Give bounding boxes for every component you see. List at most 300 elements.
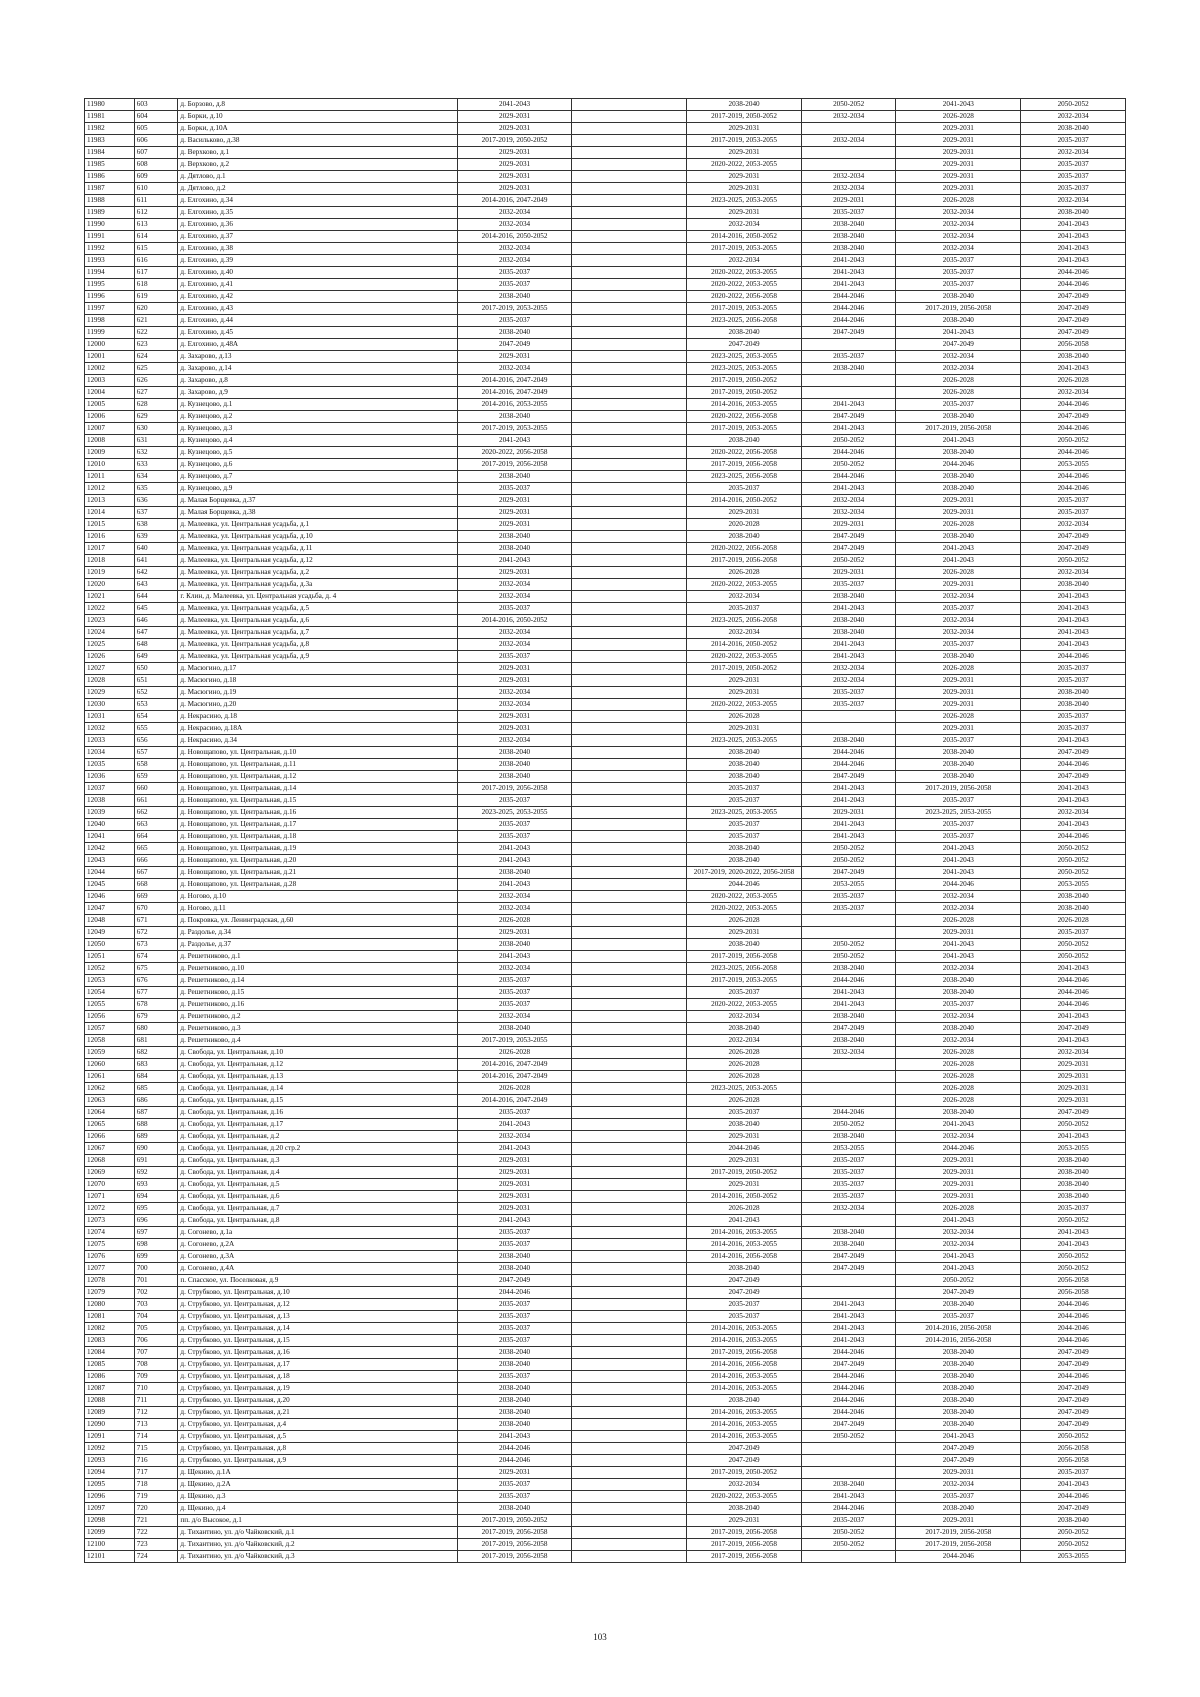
row-number-cell: 12066 [85, 1131, 135, 1143]
period-cell: 2032-2034 [896, 351, 1021, 363]
blank-cell [572, 963, 687, 975]
period-cell: 2041-2043 [801, 1323, 895, 1335]
period-cell: 2047-2049 [801, 1023, 895, 1035]
period-cell: 2047-2049 [1021, 1383, 1126, 1395]
period-cell: 2017-2019, 2050-2052 [687, 1167, 802, 1179]
row-number-cell: 12082 [85, 1323, 135, 1335]
period-cell: 2050-2052 [1021, 939, 1126, 951]
period-cell [801, 147, 895, 159]
period-cell: 2029-2031 [457, 111, 572, 123]
table-row [85, 1191, 1126, 1203]
period-cell: 2035-2037 [457, 1107, 572, 1119]
row-number-cell: 12058 [85, 1035, 135, 1047]
period-cell: 2035-2037 [1021, 711, 1126, 723]
period-cell: 2050-2052 [801, 1527, 895, 1539]
row-number-cell: 12019 [85, 567, 135, 579]
period-cell: 2032-2034 [457, 735, 572, 747]
table-row [85, 1467, 1126, 1479]
table-row [85, 339, 1126, 351]
item-number-cell: 693 [134, 1179, 178, 1191]
address-cell: д. Струбково, ул. Центральная, д.13 [178, 1311, 457, 1323]
address-cell: д. Малая Борщевка, д.37 [178, 495, 457, 507]
table-row [85, 411, 1126, 423]
period-cell: 2032-2034 [1021, 147, 1126, 159]
period-cell: 2029-2031 [687, 1179, 802, 1191]
address-cell: д. Новощапово, ул. Центральная, д.11 [178, 759, 457, 771]
table-row [85, 711, 1126, 723]
period-cell: 2017-2019, 2056-2058 [457, 1539, 572, 1551]
table-row [85, 303, 1126, 315]
table-row [85, 1347, 1126, 1359]
item-number-cell: 651 [134, 675, 178, 687]
table-row [85, 1023, 1126, 1035]
period-cell: 2038-2040 [457, 471, 572, 483]
blank-cell [572, 1359, 687, 1371]
period-cell: 2032-2034 [457, 639, 572, 651]
blank-cell [572, 1455, 687, 1467]
period-cell: 2041-2043 [896, 843, 1021, 855]
row-number-cell: 12071 [85, 1191, 135, 1203]
period-cell: 2014-2016, 2047-2049 [457, 375, 572, 387]
period-cell: 2029-2031 [687, 1155, 802, 1167]
period-cell: 2026-2028 [896, 1071, 1021, 1083]
period-cell: 2032-2034 [896, 219, 1021, 231]
period-cell: 2038-2040 [896, 471, 1021, 483]
period-cell: 2035-2037 [1021, 927, 1126, 939]
table-row [85, 327, 1126, 339]
period-cell: 2032-2034 [1021, 111, 1126, 123]
table-row [85, 1407, 1126, 1419]
period-cell: 2038-2040 [1021, 1179, 1126, 1191]
period-cell: 2047-2049 [457, 339, 572, 351]
blank-cell [572, 267, 687, 279]
period-cell: 2047-2049 [801, 1251, 895, 1263]
period-cell: 2047-2049 [801, 1263, 895, 1275]
table-row [85, 843, 1126, 855]
period-cell: 2014-2016, 2053-2055 [687, 399, 802, 411]
row-number-cell: 12098 [85, 1515, 135, 1527]
item-number-cell: 648 [134, 639, 178, 651]
period-cell: 2044-2046 [687, 879, 802, 891]
item-number-cell: 671 [134, 915, 178, 927]
period-cell: 2044-2046 [1021, 1371, 1126, 1383]
period-cell: 2032-2034 [896, 231, 1021, 243]
table-row [85, 567, 1126, 579]
period-cell: 2029-2031 [801, 195, 895, 207]
period-cell: 2053-2055 [801, 1143, 895, 1155]
period-cell: 2038-2040 [687, 843, 802, 855]
period-cell: 2023-2025, 2056-2058 [687, 471, 802, 483]
period-cell: 2032-2034 [457, 963, 572, 975]
table-row [85, 375, 1126, 387]
period-cell: 2032-2034 [457, 1011, 572, 1023]
period-cell: 2041-2043 [896, 951, 1021, 963]
period-cell: 2041-2043 [1021, 819, 1126, 831]
blank-cell [572, 1515, 687, 1527]
period-cell: 2035-2037 [896, 267, 1021, 279]
period-cell: 2029-2031 [687, 123, 802, 135]
period-cell: 2038-2040 [457, 1263, 572, 1275]
blank-cell [572, 579, 687, 591]
address-cell: д. Свобода, ул. Центральная, д.4 [178, 1167, 457, 1179]
item-number-cell: 618 [134, 279, 178, 291]
address-cell: д. Струбково, ул. Центральная, д.8 [178, 1443, 457, 1455]
row-number-cell: 12072 [85, 1203, 135, 1215]
blank-cell [572, 1035, 687, 1047]
blank-cell [572, 1155, 687, 1167]
period-cell: 2038-2040 [896, 747, 1021, 759]
period-cell: 2041-2043 [1021, 1239, 1126, 1251]
period-cell: 2053-2055 [801, 879, 895, 891]
row-number-cell: 11998 [85, 315, 135, 327]
period-cell: 2032-2034 [896, 1479, 1021, 1491]
address-cell: д. Елгохино, д.42 [178, 291, 457, 303]
table-row [85, 363, 1126, 375]
period-cell: 2029-2031 [896, 1179, 1021, 1191]
address-cell: д. Раздолье, д.37 [178, 939, 457, 951]
address-cell: д. Елгохино, д.36 [178, 219, 457, 231]
period-cell: 2029-2031 [896, 147, 1021, 159]
period-cell: 2041-2043 [457, 1431, 572, 1443]
row-number-cell: 12030 [85, 699, 135, 711]
period-cell: 2041-2043 [896, 1431, 1021, 1443]
blank-cell [572, 795, 687, 807]
row-number-cell: 12064 [85, 1107, 135, 1119]
period-cell: 2041-2043 [1021, 627, 1126, 639]
period-cell: 2050-2052 [1021, 855, 1126, 867]
period-cell: 2032-2034 [801, 675, 895, 687]
period-cell: 2041-2043 [801, 819, 895, 831]
row-number-cell: 11983 [85, 135, 135, 147]
table-row [85, 1167, 1126, 1179]
item-number-cell: 605 [134, 123, 178, 135]
period-cell: 2017-2019, 2020-2022, 2056-2058 [687, 867, 802, 879]
period-cell: 2041-2043 [896, 1119, 1021, 1131]
period-cell: 2017-2019, 2056-2058 [687, 1551, 802, 1563]
address-cell: д. Щекино, д.1А [178, 1467, 457, 1479]
period-cell: 2038-2040 [896, 1299, 1021, 1311]
row-number-cell: 12000 [85, 339, 135, 351]
address-cell: д. Елгохино, д.39 [178, 255, 457, 267]
row-number-cell: 12014 [85, 507, 135, 519]
item-number-cell: 718 [134, 1479, 178, 1491]
period-cell: 2035-2037 [457, 1227, 572, 1239]
row-number-cell: 12083 [85, 1335, 135, 1347]
period-cell: 2041-2043 [801, 1335, 895, 1347]
blank-cell [572, 423, 687, 435]
address-cell: д. Елгохино, д.34 [178, 195, 457, 207]
address-cell: д. Свобода, ул. Центральная, д.10 [178, 1047, 457, 1059]
period-cell: 2032-2034 [1021, 567, 1126, 579]
row-number-cell: 12084 [85, 1347, 135, 1359]
table-row [85, 903, 1126, 915]
item-number-cell: 682 [134, 1047, 178, 1059]
period-cell: 2020-2028 [687, 519, 802, 531]
table-row [85, 1335, 1126, 1347]
row-number-cell: 11992 [85, 243, 135, 255]
period-cell: 2041-2043 [457, 951, 572, 963]
period-cell: 2050-2052 [801, 1539, 895, 1551]
table-row [85, 1251, 1126, 1263]
blank-cell [572, 183, 687, 195]
item-number-cell: 692 [134, 1167, 178, 1179]
period-cell: 2035-2037 [457, 279, 572, 291]
row-number-cell: 11988 [85, 195, 135, 207]
period-cell: 2032-2034 [457, 363, 572, 375]
table-row [85, 243, 1126, 255]
blank-cell [572, 615, 687, 627]
period-cell: 2032-2034 [896, 363, 1021, 375]
item-number-cell: 710 [134, 1383, 178, 1395]
period-cell: 2029-2031 [687, 723, 802, 735]
address-cell: д. Решетниково, д.3 [178, 1023, 457, 1035]
item-number-cell: 702 [134, 1287, 178, 1299]
blank-cell [572, 855, 687, 867]
period-cell: 2017-2019, 2056-2058 [896, 1527, 1021, 1539]
item-number-cell: 664 [134, 831, 178, 843]
table-row [85, 207, 1126, 219]
period-cell: 2014-2016, 2056-2058 [687, 1359, 802, 1371]
period-cell: 2041-2043 [896, 1263, 1021, 1275]
period-cell: 2050-2052 [1021, 1215, 1126, 1227]
period-cell: 2050-2052 [1021, 951, 1126, 963]
address-cell: д. Васильково, д.38 [178, 135, 457, 147]
row-number-cell: 12003 [85, 375, 135, 387]
table-row [85, 879, 1126, 891]
address-cell: д. Малеевка, ул. Центральная усадьба, д.1 [178, 519, 457, 531]
item-number-cell: 610 [134, 183, 178, 195]
period-cell: 2041-2043 [1021, 1011, 1126, 1023]
row-number-cell: 12096 [85, 1491, 135, 1503]
table-row [85, 891, 1126, 903]
period-cell: 2038-2040 [1021, 903, 1126, 915]
blank-cell [572, 471, 687, 483]
address-cell: д. Свобода, ул. Центральная, д.5 [178, 1179, 457, 1191]
period-cell: 2050-2052 [1021, 1527, 1126, 1539]
period-cell: 2047-2049 [896, 1443, 1021, 1455]
period-cell: 2047-2049 [1021, 1023, 1126, 1035]
item-number-cell: 631 [134, 435, 178, 447]
blank-cell [572, 1347, 687, 1359]
row-number-cell: 12007 [85, 423, 135, 435]
page-number: 103 [593, 1632, 607, 1642]
row-number-cell: 12091 [85, 1431, 135, 1443]
period-cell: 2026-2028 [896, 375, 1021, 387]
blank-cell [572, 687, 687, 699]
blank-cell [572, 819, 687, 831]
address-cell: д. Решетниково, д.4 [178, 1035, 457, 1047]
period-cell [801, 1071, 895, 1083]
table-row [85, 855, 1126, 867]
period-cell: 2041-2043 [801, 483, 895, 495]
period-cell: 2044-2046 [1021, 999, 1126, 1011]
period-cell: 2038-2040 [896, 483, 1021, 495]
period-cell: 2050-2052 [1021, 435, 1126, 447]
period-cell: 2017-2019, 2056-2058 [457, 459, 572, 471]
table-row [85, 939, 1126, 951]
period-cell: 2014-2016, 2050-2052 [457, 615, 572, 627]
period-cell: 2047-2049 [801, 411, 895, 423]
period-cell: 2023-2025, 2056-2058 [687, 963, 802, 975]
period-cell: 2029-2031 [457, 147, 572, 159]
period-cell: 2038-2040 [896, 1419, 1021, 1431]
address-cell: д. Кузнецово, д.6 [178, 459, 457, 471]
period-cell: 2053-2055 [1021, 879, 1126, 891]
blank-cell [572, 303, 687, 315]
blank-cell [572, 531, 687, 543]
item-number-cell: 656 [134, 735, 178, 747]
blank-cell [572, 1131, 687, 1143]
period-cell: 2014-2016, 2053-2055 [687, 1239, 802, 1251]
row-number-cell: 11986 [85, 171, 135, 183]
address-cell: д. Тихантино, ул. д/о Чайковский, д.3 [178, 1551, 457, 1563]
blank-cell [572, 927, 687, 939]
period-cell: 2047-2049 [801, 531, 895, 543]
period-cell: 2035-2037 [896, 795, 1021, 807]
period-cell: 2014-2016, 2053-2055 [687, 1227, 802, 1239]
address-cell: д. Новощапово, ул. Центральная, д.16 [178, 807, 457, 819]
period-cell: 2035-2037 [1021, 723, 1126, 735]
period-cell: 2044-2046 [1021, 831, 1126, 843]
period-cell: 2047-2049 [1021, 531, 1126, 543]
address-cell: д. Струбково, ул. Центральная, д.18 [178, 1371, 457, 1383]
period-cell: 2017-2019, 2056-2058 [457, 1551, 572, 1563]
period-cell: 2014-2016, 2047-2049 [457, 1071, 572, 1083]
row-number-cell: 12061 [85, 1071, 135, 1083]
period-cell: 2035-2037 [687, 483, 802, 495]
period-cell: 2023-2025, 2053-2055 [687, 1083, 802, 1095]
period-cell: 2050-2052 [801, 1119, 895, 1131]
table-row [85, 579, 1126, 591]
period-cell: 2041-2043 [801, 987, 895, 999]
address-cell: д. Малая Борщевка, д.38 [178, 507, 457, 519]
row-number-cell: 12044 [85, 867, 135, 879]
blank-cell [572, 1395, 687, 1407]
table-row [85, 399, 1126, 411]
period-cell: 2035-2037 [687, 1299, 802, 1311]
period-cell: 2020-2022, 2056-2058 [687, 447, 802, 459]
period-cell: 2017-2019, 2050-2052 [687, 375, 802, 387]
table-row [85, 99, 1126, 111]
blank-cell [572, 1407, 687, 1419]
period-cell: 2041-2043 [687, 1215, 802, 1227]
period-cell: 2038-2040 [896, 1383, 1021, 1395]
table-row [85, 1263, 1126, 1275]
period-cell: 2041-2043 [457, 879, 572, 891]
item-number-cell: 689 [134, 1131, 178, 1143]
row-number-cell: 12080 [85, 1299, 135, 1311]
item-number-cell: 683 [134, 1059, 178, 1071]
period-cell: 2032-2034 [801, 1047, 895, 1059]
row-number-cell: 12095 [85, 1479, 135, 1491]
period-cell: 2029-2031 [896, 123, 1021, 135]
period-cell: 2044-2046 [801, 1371, 895, 1383]
row-number-cell: 11990 [85, 219, 135, 231]
address-cell: д. Верхково, д.2 [178, 159, 457, 171]
period-cell: 2041-2043 [801, 1311, 895, 1323]
period-cell: 2050-2052 [1021, 1431, 1126, 1443]
period-cell: 2020-2022, 2053-2055 [687, 1491, 802, 1503]
period-cell: 2044-2046 [896, 1551, 1021, 1563]
row-number-cell: 11996 [85, 291, 135, 303]
period-cell: 2044-2046 [801, 975, 895, 987]
period-cell: 2035-2037 [1021, 675, 1126, 687]
period-cell: 2023-2025, 2053-2055 [896, 807, 1021, 819]
address-cell: г. Клин, д. Малеевка, ул. Центральная усадьба, д. 4 [178, 591, 457, 603]
period-cell: 2029-2031 [457, 711, 572, 723]
period-cell: 2029-2031 [1021, 1095, 1126, 1107]
period-cell: 2035-2037 [687, 783, 802, 795]
address-cell: д. Захарово, д.13 [178, 351, 457, 363]
period-cell: 2029-2031 [457, 1167, 572, 1179]
period-cell: 2041-2043 [1021, 615, 1126, 627]
row-number-cell: 12026 [85, 651, 135, 663]
period-cell: 2044-2046 [801, 291, 895, 303]
row-number-cell: 12089 [85, 1407, 135, 1419]
period-cell: 2041-2043 [896, 99, 1021, 111]
period-cell: 2047-2049 [1021, 315, 1126, 327]
row-number-cell: 12015 [85, 519, 135, 531]
period-cell [801, 1059, 895, 1071]
table-row [85, 147, 1126, 159]
period-cell: 2047-2049 [1021, 291, 1126, 303]
period-cell: 2041-2043 [1021, 243, 1126, 255]
period-cell: 2038-2040 [896, 531, 1021, 543]
period-cell: 2038-2040 [896, 315, 1021, 327]
row-number-cell: 12101 [85, 1551, 135, 1563]
row-number-cell: 12057 [85, 1023, 135, 1035]
address-cell: д. Ногово, д.10 [178, 891, 457, 903]
address-cell: д. Малеевка, ул. Центральная усадьба, д.7 [178, 627, 457, 639]
period-cell: 2032-2034 [457, 219, 572, 231]
row-number-cell: 12031 [85, 711, 135, 723]
table-row [85, 987, 1126, 999]
item-number-cell: 626 [134, 375, 178, 387]
period-cell: 2029-2031 [687, 675, 802, 687]
table-row [85, 1431, 1126, 1443]
period-cell: 2029-2031 [1021, 1059, 1126, 1071]
period-cell: 2026-2028 [687, 567, 802, 579]
period-cell: 2029-2031 [457, 567, 572, 579]
item-number-cell: 723 [134, 1539, 178, 1551]
address-cell: пп. д/о Высокое, д.1 [178, 1515, 457, 1527]
blank-cell [572, 627, 687, 639]
period-cell: 2041-2043 [896, 1215, 1021, 1227]
period-cell: 2029-2031 [457, 723, 572, 735]
row-number-cell: 11989 [85, 207, 135, 219]
item-number-cell: 672 [134, 927, 178, 939]
period-cell: 2014-2016, 2056-2058 [896, 1335, 1021, 1347]
address-cell: д. Решетниково, д.10 [178, 963, 457, 975]
table-row [85, 1155, 1126, 1167]
table-row [85, 195, 1126, 207]
period-cell: 2044-2046 [1021, 651, 1126, 663]
address-cell: д. Некрасино, д.18 [178, 711, 457, 723]
period-cell: 2038-2040 [457, 1023, 572, 1035]
period-cell: 2041-2043 [457, 843, 572, 855]
period-cell: 2026-2028 [687, 1203, 802, 1215]
item-number-cell: 650 [134, 663, 178, 675]
item-number-cell: 670 [134, 903, 178, 915]
period-cell: 2014-2016, 2053-2055 [687, 1323, 802, 1335]
row-number-cell: 12069 [85, 1167, 135, 1179]
item-number-cell: 694 [134, 1191, 178, 1203]
period-cell: 2029-2031 [896, 1167, 1021, 1179]
period-cell: 2041-2043 [1021, 1479, 1126, 1491]
address-cell: д. Кузнецово, д.5 [178, 447, 457, 459]
address-cell: д. Решетниково, д.16 [178, 999, 457, 1011]
period-cell: 2020-2022, 2056-2058 [687, 411, 802, 423]
